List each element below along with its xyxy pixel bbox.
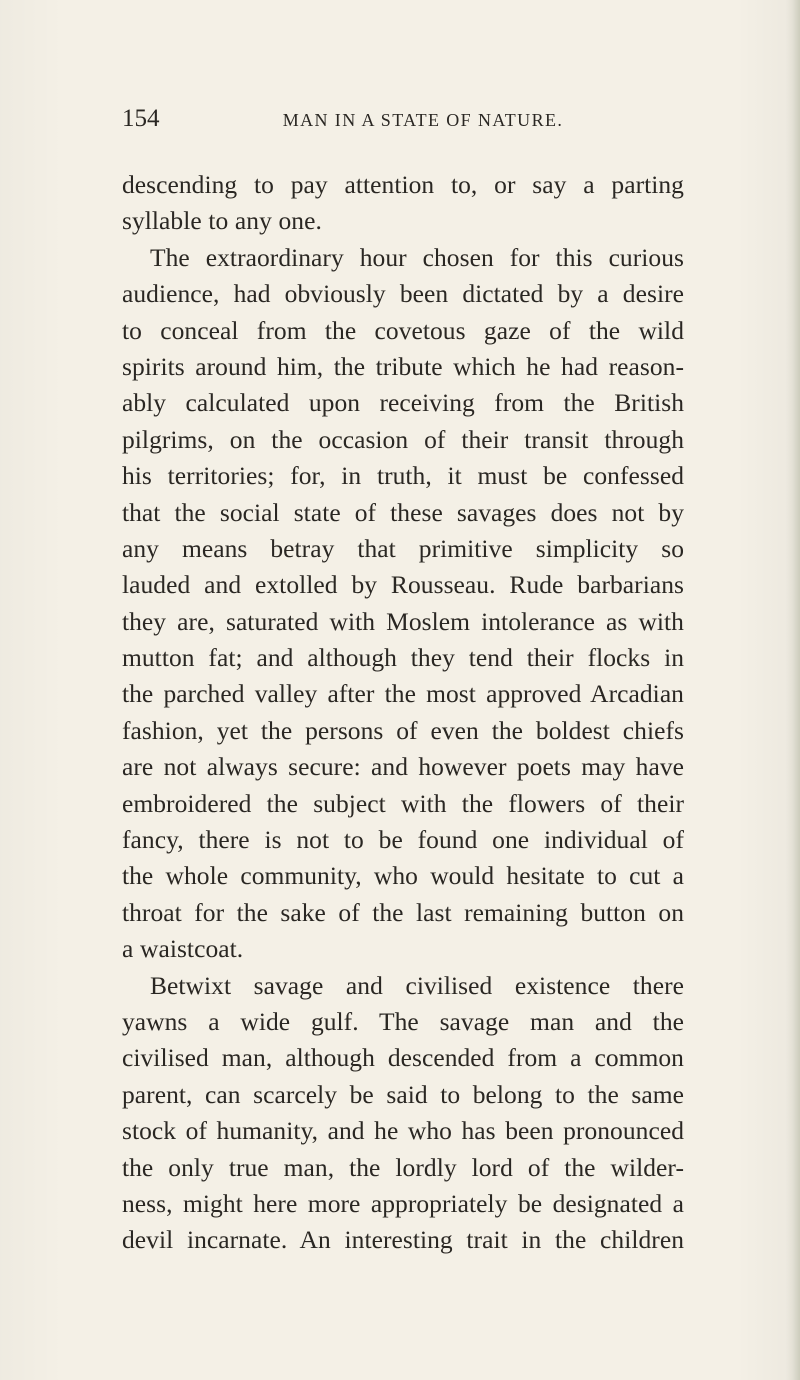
text-line: throat for the sake of the last remaining button on [122, 897, 684, 927]
text-line: mutton fat; and although they tend their flocks in [122, 643, 684, 673]
text-line: Betwixt savage and civilised existence there [150, 970, 684, 1000]
text-line: the whole community, who would hesitate to cut a [122, 861, 684, 891]
text-line: the only true man, the lordly lord of the wilder- [122, 1152, 684, 1182]
text-line: the parched valley after the most approved Arcadian [122, 679, 684, 709]
page-edge-shadow [786, 0, 800, 1380]
text-line: any means betray that primitive simplicity so [122, 533, 684, 563]
text-line: devil incarnate. An interesting trait in the children [122, 1225, 684, 1255]
running-head: MAN IN A STATE OF NATURE. [282, 110, 564, 130]
text-line: ness, might here more appropriately be designated a [122, 1188, 684, 1218]
text-line: a waistcoat. [122, 934, 244, 964]
page-header [122, 105, 682, 141]
text-line: civilised man, although descended from a common [122, 1043, 684, 1073]
text-line: embroidered the subject with the flowers of their [122, 788, 684, 818]
text-line: parent, can scarcely be said to belong to the same [122, 1079, 684, 1109]
text-line: fashion, yet the persons of even the boldest chiefs [122, 715, 684, 745]
text-line: they are, saturated with Moslem intolerance as with [122, 606, 684, 636]
text-line: stock of humanity, and he who has been pronounced [122, 1116, 684, 1146]
text-line: The extraordinary hour chosen for this curious [150, 242, 684, 272]
text-line: to conceal from the covetous gaze of the wild [122, 315, 684, 345]
text-line: spirits around him, the tribute which he had reason- [122, 351, 684, 381]
text-line: pilgrims, on the occasion of their transit through [122, 424, 684, 454]
text-line: are not always secure: and however poets may have [122, 752, 684, 782]
body-text [122, 167, 684, 1255]
text-line: lauded and extolled by Rousseau. Rude barbarians [122, 570, 684, 600]
text-line: ably calculated upon receiving from the British [122, 388, 684, 418]
text-line: yawns a wide gulf. The savage man and the [122, 1006, 684, 1036]
text-line: that the social state of these savages does not by [122, 497, 684, 527]
text-line: fancy, there is not to be found one individual of [122, 825, 684, 855]
text-line: audience, had obviously been dictated by a desire [122, 279, 684, 309]
text-line: syllable to any one. [122, 206, 322, 236]
page-number: 154 [122, 105, 160, 132]
text-line: his territories; for, in truth, it must be confessed [122, 461, 684, 491]
text-line: descending to pay attention to, or say a parting [122, 170, 684, 199]
